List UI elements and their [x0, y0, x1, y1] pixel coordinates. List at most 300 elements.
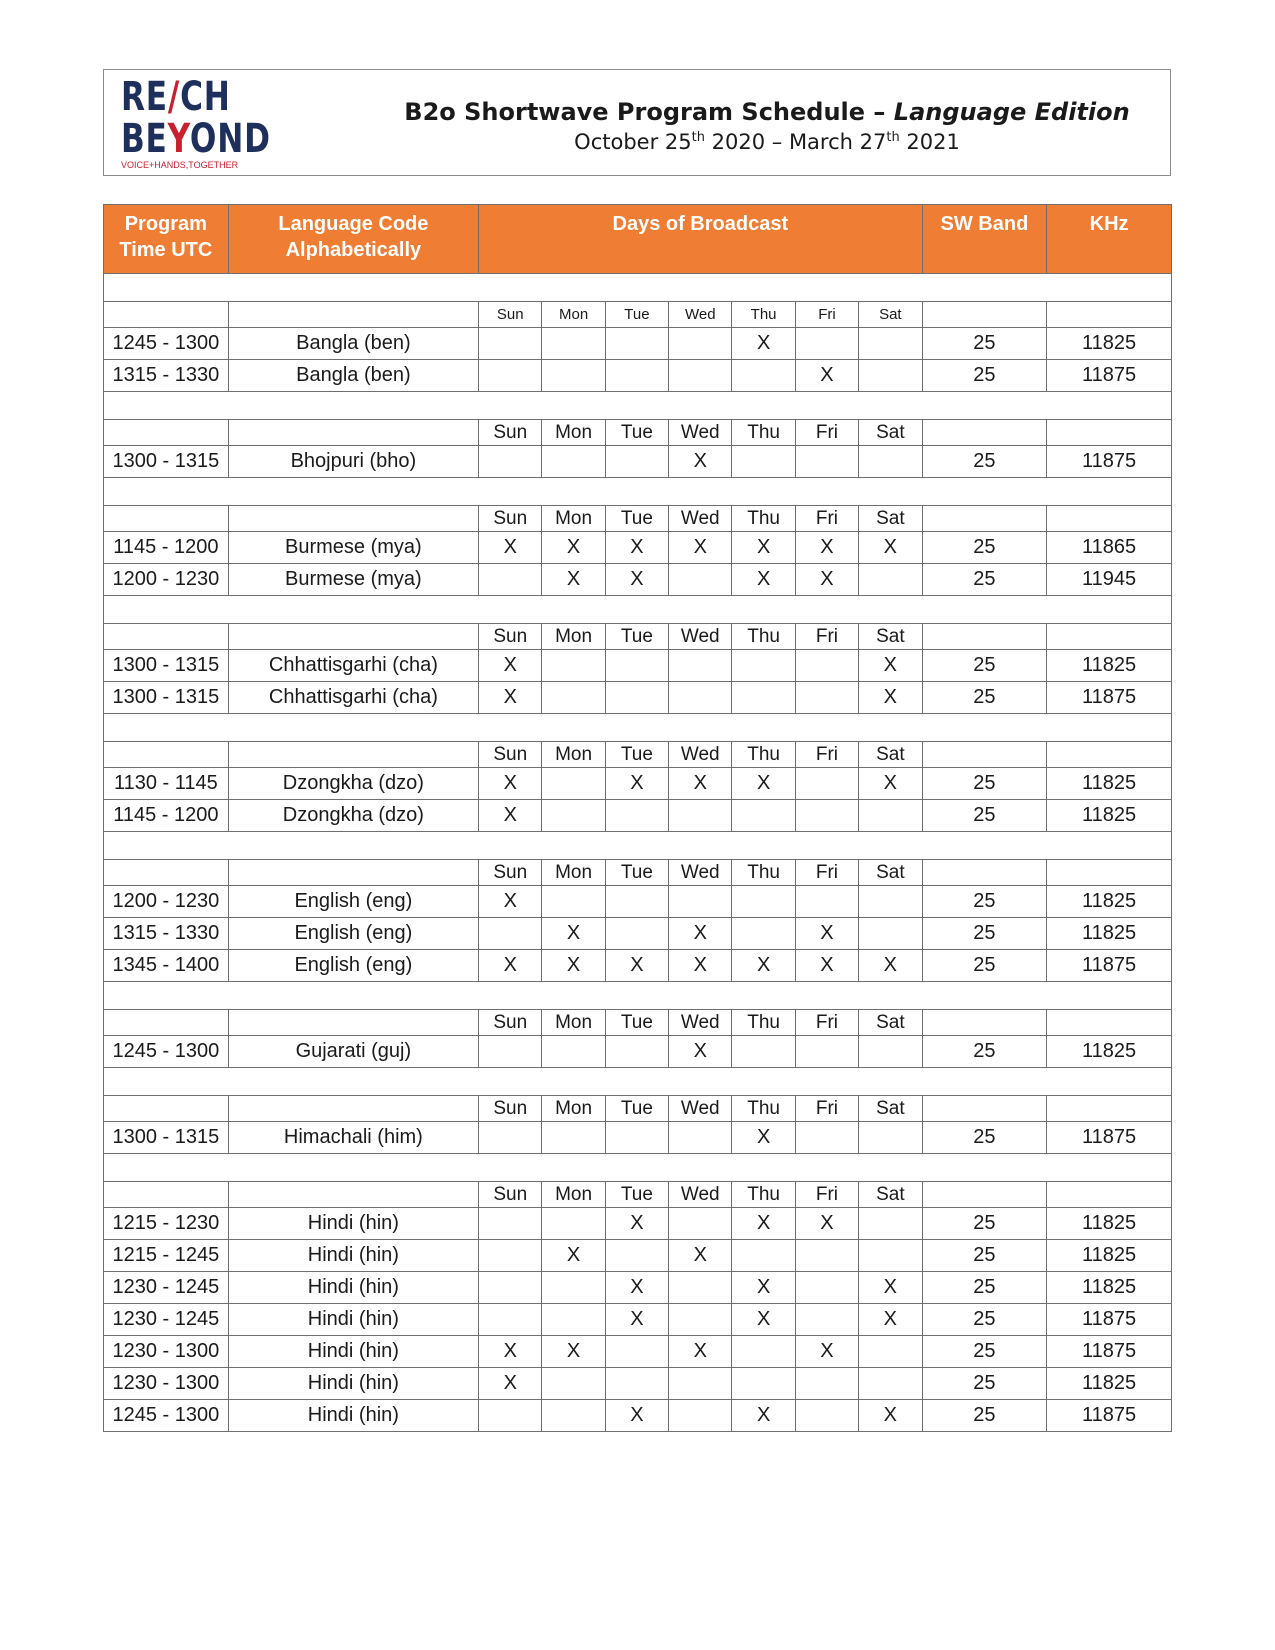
day-mark-cell: X [795, 1336, 858, 1368]
document-heading [364, 98, 1170, 154]
empty-cell [922, 860, 1047, 886]
day-mark-cell [732, 360, 795, 392]
day-name-cell: Sun [479, 1010, 542, 1036]
language-cell: Hindi (hin) [228, 1304, 478, 1336]
sw-band-cell: 25 [922, 1272, 1047, 1304]
day-mark-cell [669, 1272, 732, 1304]
day-mark-cell [479, 1400, 542, 1432]
table-row [104, 1400, 1172, 1432]
day-mark-cell: X [605, 532, 668, 564]
schedule-body [104, 274, 1172, 1432]
empty-cell [104, 1182, 229, 1208]
day-name-cell: Fri [795, 1010, 858, 1036]
day-name-cell: Sat [859, 1010, 922, 1036]
sw-band-cell: 25 [922, 564, 1047, 596]
empty-cell [228, 1182, 478, 1208]
khz-cell: 11825 [1047, 650, 1172, 682]
day-name-cell: Sat [859, 506, 922, 532]
document-date-range: October 25th 2020 – March 27th 2021 [574, 130, 960, 154]
day-mark-cell [542, 1036, 605, 1068]
empty-cell [228, 860, 478, 886]
day-mark-cell [859, 918, 922, 950]
empty-cell [228, 420, 478, 446]
spacer-cell [104, 392, 1172, 420]
day-name-cell: Thu [732, 624, 795, 650]
program-time-cell: 1215 - 1245 [104, 1240, 229, 1272]
day-mark-cell [542, 768, 605, 800]
sw-band-cell: 25 [922, 360, 1047, 392]
day-name-cell: Thu [732, 302, 795, 328]
day-mark-cell [479, 1272, 542, 1304]
day-mark-cell [542, 1368, 605, 1400]
program-time-cell: 1245 - 1300 [104, 328, 229, 360]
day-mark-cell [669, 886, 732, 918]
empty-cell [104, 1096, 229, 1122]
khz-cell: 11825 [1047, 768, 1172, 800]
program-time-cell: 1230 - 1300 [104, 1368, 229, 1400]
language-cell: Hindi (hin) [228, 1240, 478, 1272]
day-mark-cell [605, 886, 668, 918]
day-mark-cell: X [669, 1036, 732, 1068]
language-cell: Chhattisgarhi (cha) [228, 682, 478, 714]
khz-cell: 11825 [1047, 1036, 1172, 1068]
program-time-cell: 1245 - 1300 [104, 1036, 229, 1068]
spacer-row [104, 596, 1172, 624]
day-mark-cell [479, 1122, 542, 1154]
day-mark-cell [669, 564, 732, 596]
language-cell: Hindi (hin) [228, 1208, 478, 1240]
program-time-cell: 1230 - 1245 [104, 1272, 229, 1304]
day-names-row [104, 742, 1172, 768]
sw-band-cell: 25 [922, 328, 1047, 360]
empty-cell [922, 506, 1047, 532]
empty-cell [104, 420, 229, 446]
day-mark-cell [605, 682, 668, 714]
day-names-row [104, 624, 1172, 650]
day-mark-cell [669, 1122, 732, 1154]
program-time-cell: 1315 - 1330 [104, 918, 229, 950]
empty-cell [228, 1096, 478, 1122]
language-cell: Hindi (hin) [228, 1336, 478, 1368]
table-row [104, 1272, 1172, 1304]
day-mark-cell [669, 1400, 732, 1432]
day-mark-cell [795, 768, 858, 800]
day-mark-cell: X [605, 1304, 668, 1336]
logo-line-1: RE/CH [121, 74, 231, 120]
empty-cell [228, 624, 478, 650]
day-mark-cell [859, 1122, 922, 1154]
day-mark-cell: X [795, 1208, 858, 1240]
empty-cell [104, 860, 229, 886]
language-cell: Himachali (him) [228, 1122, 478, 1154]
day-mark-cell [669, 1304, 732, 1336]
sw-band-cell: 25 [922, 1304, 1047, 1336]
day-name-cell: Wed [669, 624, 732, 650]
empty-cell [104, 1010, 229, 1036]
language-cell: Bangla (ben) [228, 360, 478, 392]
day-mark-cell: X [479, 768, 542, 800]
day-mark-cell [542, 650, 605, 682]
sw-band-cell: 25 [922, 950, 1047, 982]
day-mark-cell [479, 1208, 542, 1240]
day-name-cell: Tue [605, 742, 668, 768]
day-mark-cell [605, 1122, 668, 1154]
day-name-cell: Sat [859, 860, 922, 886]
day-mark-cell: X [605, 1272, 668, 1304]
day-name-cell: Mon [542, 1096, 605, 1122]
empty-cell [922, 624, 1047, 650]
day-name-cell: Fri [795, 742, 858, 768]
day-name-cell: Thu [732, 742, 795, 768]
day-mark-cell [605, 360, 668, 392]
table-row [104, 950, 1172, 982]
program-time-cell: 1215 - 1230 [104, 1208, 229, 1240]
language-cell: Dzongkha (dzo) [228, 800, 478, 832]
sw-band-cell: 25 [922, 768, 1047, 800]
header-box [103, 69, 1171, 176]
day-mark-cell: X [479, 1336, 542, 1368]
day-mark-cell [859, 1368, 922, 1400]
day-mark-cell: X [669, 950, 732, 982]
language-cell: Hindi (hin) [228, 1272, 478, 1304]
sw-band-cell: 25 [922, 1240, 1047, 1272]
day-mark-cell [859, 360, 922, 392]
day-mark-cell [859, 564, 922, 596]
day-name-cell: Sun [479, 302, 542, 328]
day-mark-cell: X [732, 950, 795, 982]
day-name-cell: Fri [795, 506, 858, 532]
day-mark-cell [542, 328, 605, 360]
day-name-cell: Tue [605, 1010, 668, 1036]
sw-band-cell: 25 [922, 918, 1047, 950]
header-khz: KHz [1047, 205, 1172, 274]
spacer-cell [104, 832, 1172, 860]
khz-cell: 11875 [1047, 682, 1172, 714]
day-mark-cell [605, 1240, 668, 1272]
day-name-cell: Mon [542, 624, 605, 650]
empty-cell [104, 742, 229, 768]
program-time-cell: 1300 - 1315 [104, 682, 229, 714]
day-mark-cell [795, 800, 858, 832]
day-mark-cell: X [795, 532, 858, 564]
program-time-cell: 1200 - 1230 [104, 564, 229, 596]
day-mark-cell: X [859, 1400, 922, 1432]
day-name-cell: Mon [542, 302, 605, 328]
day-name-cell: Tue [605, 1096, 668, 1122]
program-time-cell: 1300 - 1315 [104, 650, 229, 682]
day-mark-cell [669, 328, 732, 360]
empty-cell [1047, 624, 1172, 650]
spacer-cell [104, 478, 1172, 506]
khz-cell: 11825 [1047, 886, 1172, 918]
day-mark-cell [795, 1368, 858, 1400]
header-language-code: Language Code Alphabetically [228, 205, 478, 274]
day-mark-cell: X [669, 768, 732, 800]
day-mark-cell [859, 446, 922, 478]
day-name-cell: Fri [795, 420, 858, 446]
sw-band-cell: 25 [922, 532, 1047, 564]
day-name-cell: Mon [542, 742, 605, 768]
day-mark-cell [605, 918, 668, 950]
day-name-cell: Sat [859, 1182, 922, 1208]
language-cell: Hindi (hin) [228, 1368, 478, 1400]
day-mark-cell [542, 1122, 605, 1154]
day-mark-cell [732, 446, 795, 478]
schedule-table [103, 204, 1172, 1432]
day-names-row [104, 1096, 1172, 1122]
day-mark-cell: X [732, 564, 795, 596]
empty-cell [922, 1182, 1047, 1208]
day-name-cell: Sun [479, 624, 542, 650]
day-mark-cell: X [542, 950, 605, 982]
day-mark-cell [732, 1336, 795, 1368]
day-name-cell: Mon [542, 1010, 605, 1036]
day-mark-cell: X [669, 918, 732, 950]
day-mark-cell [732, 886, 795, 918]
day-name-cell: Tue [605, 506, 668, 532]
day-mark-cell: X [669, 1240, 732, 1272]
day-mark-cell [669, 682, 732, 714]
day-mark-cell: X [859, 1304, 922, 1336]
empty-cell [104, 302, 229, 328]
day-mark-cell: X [732, 1208, 795, 1240]
empty-cell [228, 302, 478, 328]
table-row [104, 650, 1172, 682]
day-mark-cell [542, 886, 605, 918]
day-mark-cell [859, 886, 922, 918]
khz-cell: 11825 [1047, 918, 1172, 950]
program-time-cell: 1230 - 1300 [104, 1336, 229, 1368]
language-cell: Bhojpuri (bho) [228, 446, 478, 478]
day-name-cell: Sun [479, 742, 542, 768]
khz-cell: 11825 [1047, 1208, 1172, 1240]
day-mark-cell: X [859, 950, 922, 982]
day-name-cell: Fri [795, 624, 858, 650]
sw-band-cell: 25 [922, 1208, 1047, 1240]
empty-cell [1047, 860, 1172, 886]
day-mark-cell: X [542, 1336, 605, 1368]
day-mark-cell: X [795, 564, 858, 596]
day-mark-cell [795, 682, 858, 714]
day-name-cell: Sun [479, 420, 542, 446]
day-mark-cell: X [795, 950, 858, 982]
language-cell: Hindi (hin) [228, 1400, 478, 1432]
day-mark-cell [605, 650, 668, 682]
language-cell: English (eng) [228, 950, 478, 982]
program-time-cell: 1200 - 1230 [104, 886, 229, 918]
reach-beyond-logo [121, 74, 271, 172]
table-row [104, 446, 1172, 478]
day-mark-cell: X [859, 650, 922, 682]
day-mark-cell [542, 1304, 605, 1336]
empty-cell [104, 624, 229, 650]
day-mark-cell: X [542, 564, 605, 596]
khz-cell: 11825 [1047, 328, 1172, 360]
day-mark-cell [542, 360, 605, 392]
spacer-row [104, 832, 1172, 860]
day-name-cell: Wed [669, 302, 732, 328]
header-days-of-broadcast: Days of Broadcast [479, 205, 923, 274]
sw-band-cell: 25 [922, 1336, 1047, 1368]
table-row [104, 682, 1172, 714]
day-mark-cell [479, 328, 542, 360]
day-mark-cell: X [479, 950, 542, 982]
day-mark-cell: X [479, 800, 542, 832]
table-row [104, 1208, 1172, 1240]
spacer-row [104, 1068, 1172, 1096]
day-names-row [104, 420, 1172, 446]
day-mark-cell [859, 1336, 922, 1368]
header-program-time: Program Time UTC [104, 205, 229, 274]
day-name-cell: Mon [542, 420, 605, 446]
khz-cell: 11825 [1047, 1368, 1172, 1400]
table-row [104, 1122, 1172, 1154]
day-mark-cell [732, 1368, 795, 1400]
day-mark-cell: X [479, 682, 542, 714]
day-mark-cell: X [732, 532, 795, 564]
day-name-cell: Thu [732, 1010, 795, 1036]
language-cell: English (eng) [228, 918, 478, 950]
empty-cell [1047, 1096, 1172, 1122]
khz-cell: 11875 [1047, 446, 1172, 478]
table-row [104, 768, 1172, 800]
language-cell: Chhattisgarhi (cha) [228, 650, 478, 682]
day-mark-cell [605, 1036, 668, 1068]
day-name-cell: Mon [542, 860, 605, 886]
language-cell: Dzongkha (dzo) [228, 768, 478, 800]
day-mark-cell: X [542, 1240, 605, 1272]
table-row [104, 1304, 1172, 1336]
day-mark-cell [859, 800, 922, 832]
day-mark-cell: X [669, 446, 732, 478]
day-mark-cell [669, 1368, 732, 1400]
day-mark-cell [859, 1036, 922, 1068]
khz-cell: 11875 [1047, 1122, 1172, 1154]
khz-cell: 11825 [1047, 1240, 1172, 1272]
khz-cell: 11875 [1047, 360, 1172, 392]
day-mark-cell: X [605, 1400, 668, 1432]
day-mark-cell [669, 1208, 732, 1240]
day-name-cell: Thu [732, 860, 795, 886]
empty-cell [228, 1010, 478, 1036]
day-mark-cell [542, 682, 605, 714]
table-row [104, 328, 1172, 360]
empty-cell [922, 1010, 1047, 1036]
table-row [104, 1036, 1172, 1068]
day-mark-cell [795, 1304, 858, 1336]
table-row [104, 886, 1172, 918]
day-mark-cell: X [669, 1336, 732, 1368]
sw-band-cell: 25 [922, 650, 1047, 682]
empty-cell [922, 420, 1047, 446]
table-row [104, 918, 1172, 950]
day-name-cell: Sun [479, 860, 542, 886]
empty-cell [922, 1096, 1047, 1122]
day-mark-cell [605, 446, 668, 478]
day-mark-cell [795, 1036, 858, 1068]
day-mark-cell [732, 800, 795, 832]
empty-cell [228, 742, 478, 768]
spacer-cell [104, 982, 1172, 1010]
spacer-row [104, 982, 1172, 1010]
day-mark-cell: X [795, 918, 858, 950]
table-row [104, 1336, 1172, 1368]
khz-cell: 11875 [1047, 950, 1172, 982]
day-mark-cell [542, 1272, 605, 1304]
sw-band-cell: 25 [922, 886, 1047, 918]
day-name-cell: Sat [859, 742, 922, 768]
empty-cell [104, 506, 229, 532]
day-mark-cell [795, 1122, 858, 1154]
day-mark-cell [795, 328, 858, 360]
day-mark-cell [479, 446, 542, 478]
day-mark-cell: X [542, 532, 605, 564]
day-mark-cell [479, 360, 542, 392]
program-time-cell: 1300 - 1315 [104, 1122, 229, 1154]
day-name-cell: Thu [732, 420, 795, 446]
empty-cell [1047, 302, 1172, 328]
day-name-cell: Sat [859, 302, 922, 328]
day-mark-cell: X [605, 564, 668, 596]
table-row [104, 564, 1172, 596]
day-mark-cell [859, 1208, 922, 1240]
day-name-cell: Sun [479, 506, 542, 532]
sw-band-cell: 25 [922, 1122, 1047, 1154]
day-mark-cell [542, 1208, 605, 1240]
khz-cell: 11875 [1047, 1336, 1172, 1368]
day-mark-cell: X [732, 768, 795, 800]
table-header-row [104, 205, 1172, 274]
day-mark-cell: X [732, 1272, 795, 1304]
day-mark-cell [605, 328, 668, 360]
day-name-cell: Wed [669, 420, 732, 446]
spacer-row [104, 274, 1172, 302]
day-name-cell: Wed [669, 1010, 732, 1036]
day-name-cell: Fri [795, 860, 858, 886]
spacer-cell [104, 596, 1172, 624]
day-name-cell: Fri [795, 302, 858, 328]
khz-cell: 11865 [1047, 532, 1172, 564]
day-mark-cell [795, 1240, 858, 1272]
sw-band-cell: 25 [922, 1368, 1047, 1400]
day-mark-cell [732, 1036, 795, 1068]
sw-band-cell: 25 [922, 1036, 1047, 1068]
empty-cell [1047, 1010, 1172, 1036]
day-mark-cell [669, 650, 732, 682]
day-mark-cell [669, 800, 732, 832]
table-row [104, 1240, 1172, 1272]
day-name-cell: Thu [732, 1096, 795, 1122]
day-name-cell: Fri [795, 1182, 858, 1208]
day-mark-cell: X [732, 1122, 795, 1154]
day-names-row [104, 860, 1172, 886]
day-mark-cell [479, 918, 542, 950]
day-mark-cell [732, 918, 795, 950]
empty-cell [1047, 742, 1172, 768]
day-mark-cell [795, 446, 858, 478]
document-title: B2o Shortwave Program Schedule – Language Edition [404, 98, 1130, 126]
day-mark-cell [732, 682, 795, 714]
sw-band-cell: 25 [922, 682, 1047, 714]
program-time-cell: 1345 - 1400 [104, 950, 229, 982]
language-cell: Burmese (mya) [228, 532, 478, 564]
spacer-row [104, 714, 1172, 742]
day-name-cell: Sat [859, 420, 922, 446]
day-name-cell: Tue [605, 302, 668, 328]
empty-cell [1047, 1182, 1172, 1208]
day-names-row [104, 1010, 1172, 1036]
language-cell: English (eng) [228, 886, 478, 918]
